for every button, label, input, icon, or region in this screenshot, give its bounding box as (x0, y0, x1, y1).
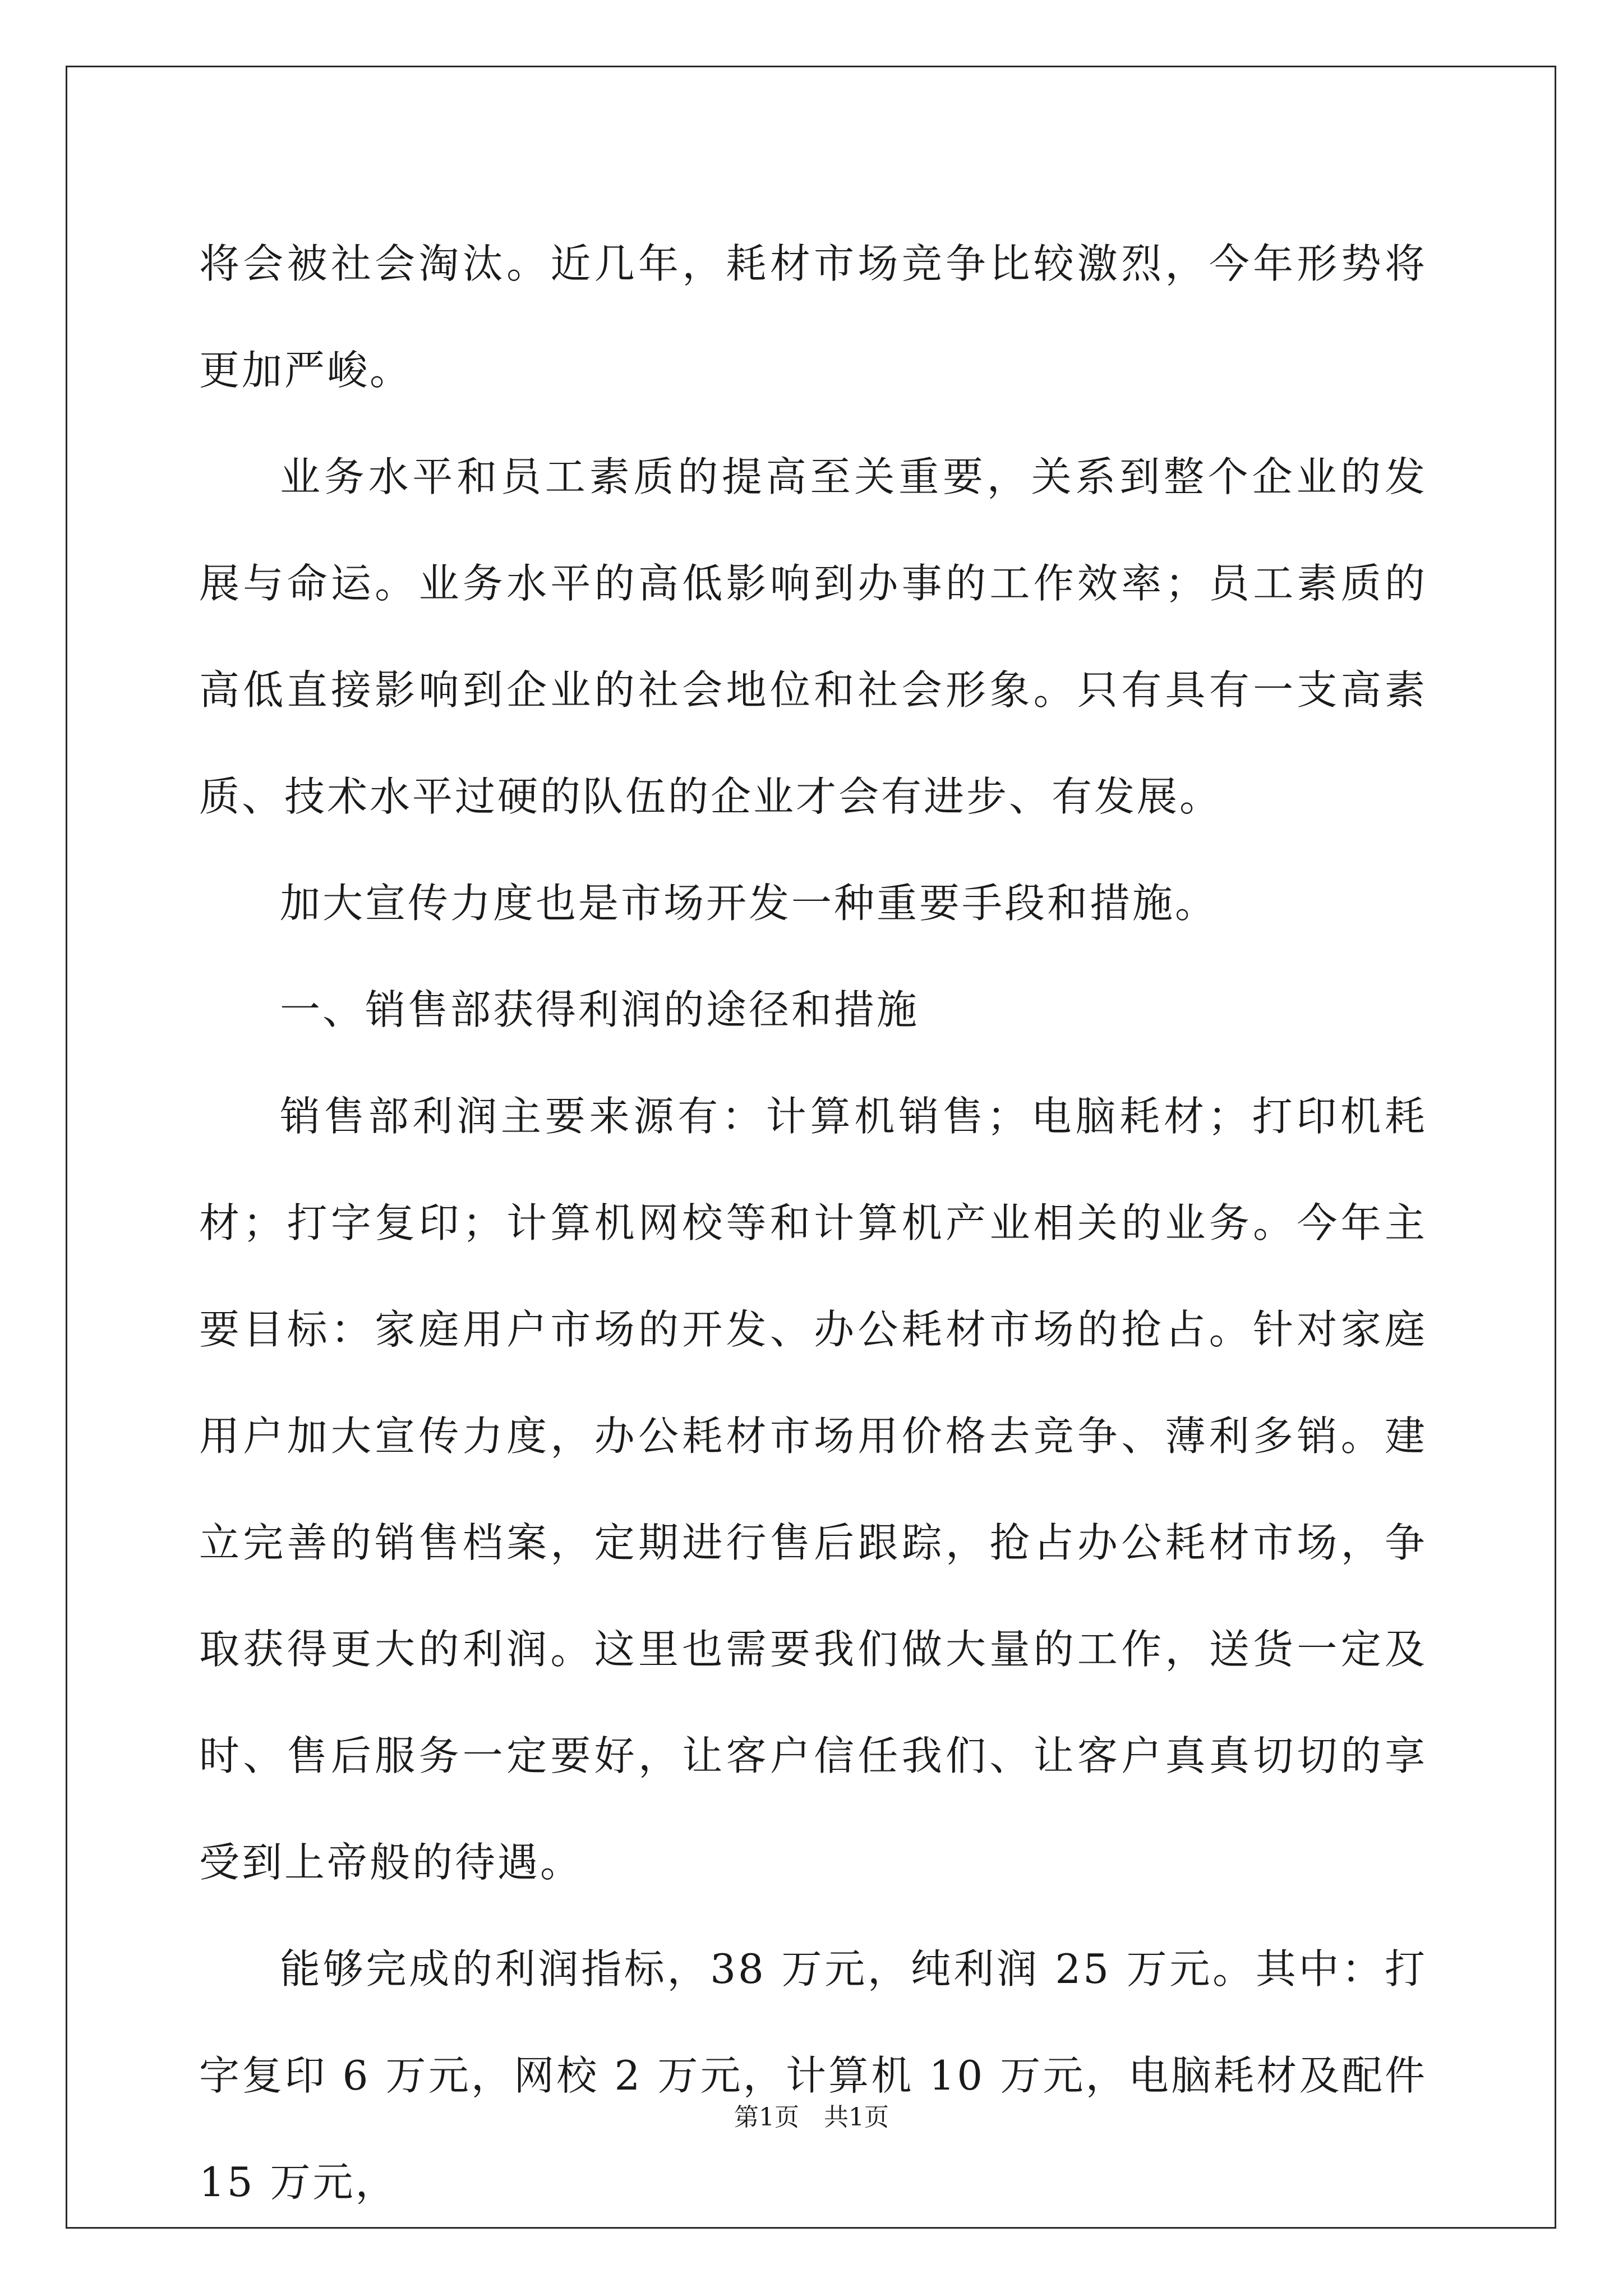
paragraph-3: 加大宣传力度也是市场开发一种重要手段和措施。 (280, 880, 1218, 927)
section-heading: 一、销售部获得利润的途径和措施 (280, 986, 920, 1033)
paragraph-2: 业务水平和员工素质的提高至关重要，关系到整个企业的发展与命运。业务水平的高低影响到办事的工作效率；员工素质的高低直接影响到企业的社会地位和社会形象。只有具有一支高素质、技术水平过硬的队伍的企业才会有进步、有发展。 (199, 453, 1427, 820)
page-total: 共1页 (824, 2103, 889, 2132)
paragraph-1: 将会被社会淘汰。近几年，耗材市场竞争比较激烈，今年形势将更加严峻。 (199, 240, 1427, 394)
page-footer (0, 2101, 1623, 2134)
paragraph-4: 销售部利润主要来源有：计算机销售；电脑耗材；打印机耗材；打字复印；计算机网校等和计算机产业相关的业务。今年主要目标：家庭用户市场的开发、办公耗材市场的抢占。针对家庭用户加大宣传力度，办公耗材市场用价格去竞争、薄利多销。建立完善的销售档案，定期进行售后跟踪，抢占办公耗材市场，争取获得更大的利润。这里也需要我们做大量的工作，送货一定及时、售后服务一定要好，让客户信任我们、让客户真真切切的享受到上帝般的待遇。 (199, 1093, 1427, 1886)
page-number: 第1页 (734, 2103, 799, 2132)
document-body (199, 210, 1427, 2235)
paragraph-5: 能够完成的利润指标，38 万元，纯利润 25 万元。其中：打字复印 6 万元，网校 2 万元，计算机 10 万元，电脑耗材及配件 15 万元， (199, 1945, 1427, 2206)
